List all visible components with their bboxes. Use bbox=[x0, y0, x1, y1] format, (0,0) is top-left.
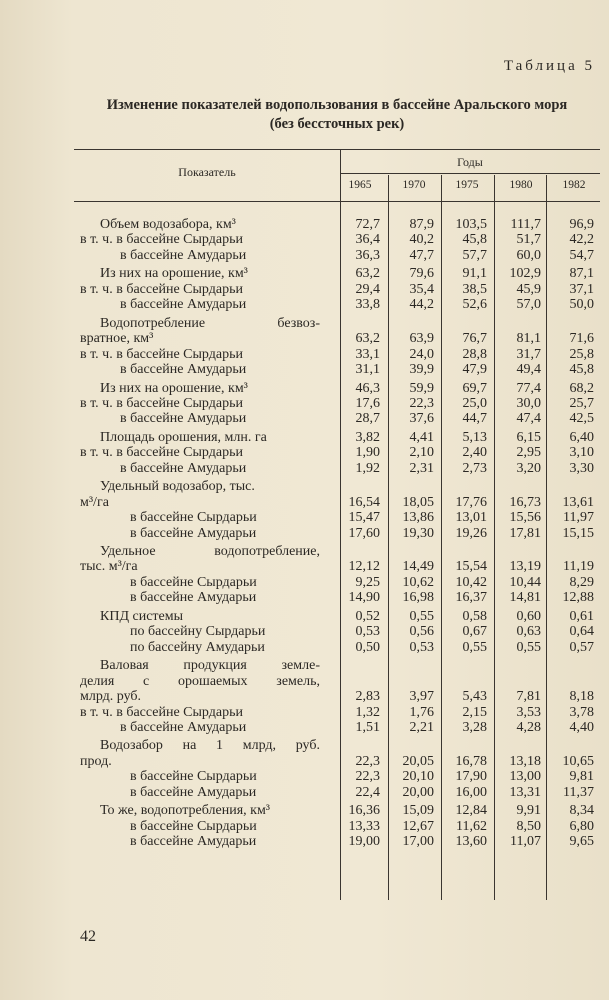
title-line-1: Изменение показателей водопользования в бассейне Аральского моря bbox=[106, 97, 568, 113]
row-label: в бассейне Амударьи bbox=[130, 834, 257, 850]
cell-1982: 6,80 bbox=[569, 818, 594, 834]
cell-1980: 13,18 bbox=[509, 753, 541, 769]
row-label: в т. ч. в бассейне Сырдарьи bbox=[80, 395, 243, 411]
column-divider bbox=[546, 175, 547, 900]
cell-1970: 19,30 bbox=[402, 525, 434, 541]
cell-1982: 87,1 bbox=[569, 266, 594, 282]
cell-1980: 16,73 bbox=[509, 494, 541, 510]
cell-1965: 22,4 bbox=[355, 784, 380, 800]
cell-1980: 17,81 bbox=[509, 525, 541, 541]
cell-1982: 0,64 bbox=[569, 624, 594, 640]
cell-1982: 9,81 bbox=[569, 769, 594, 785]
cell-1970: 40,2 bbox=[409, 232, 434, 248]
cell-1975: 11,62 bbox=[456, 818, 487, 834]
row-label: в бассейне Сырдарьи bbox=[130, 769, 257, 785]
cell-1970: 20,05 bbox=[402, 753, 434, 769]
cell-1965: 36,4 bbox=[355, 232, 380, 248]
cell-1965: 28,7 bbox=[355, 411, 380, 427]
row-label: вратное, км³ bbox=[80, 331, 154, 347]
cell-1982: 11,97 bbox=[563, 510, 594, 526]
row-label: в бассейне Сырдарьи bbox=[130, 818, 257, 834]
cell-1975: 2,40 bbox=[462, 445, 487, 461]
cell-1975: 69,7 bbox=[462, 380, 487, 396]
cell-1980: 30,0 bbox=[516, 395, 541, 411]
cell-1965: 17,6 bbox=[355, 395, 380, 411]
row-label: в бассейне Амударьи bbox=[120, 297, 247, 313]
cell-1965: 16,36 bbox=[348, 803, 380, 819]
cell-1965: 1,51 bbox=[355, 719, 380, 735]
row-label: в бассейне Амударьи bbox=[120, 411, 247, 427]
row-label: в бассейне Сырдарьи bbox=[130, 510, 257, 526]
cell-1970: 63,9 bbox=[409, 331, 434, 347]
cell-1980: 9,91 bbox=[516, 803, 541, 819]
cell-1975: 5,13 bbox=[462, 429, 487, 445]
cell-1970: 87,9 bbox=[409, 217, 434, 232]
cell-1975: 16,37 bbox=[455, 590, 487, 606]
cell-1970: 44,2 bbox=[409, 297, 434, 313]
cell-1975: 17,90 bbox=[455, 769, 487, 785]
cell-1980: 45,9 bbox=[516, 281, 541, 297]
cell-1970: 0,53 bbox=[409, 639, 434, 655]
cell-1980: 81,1 bbox=[516, 331, 541, 347]
row-label: Из них на орошение, км³ bbox=[100, 380, 248, 396]
cell-1982: 0,57 bbox=[569, 639, 594, 655]
cell-1965: 12,12 bbox=[348, 559, 380, 575]
cell-1970: 59,9 bbox=[409, 380, 434, 396]
row-label: в бассейне Амударьи bbox=[130, 784, 257, 800]
cell-1970: 35,4 bbox=[409, 281, 434, 297]
cell-1980: 13,00 bbox=[509, 769, 541, 785]
cell-1980: 102,9 bbox=[509, 266, 541, 282]
column-divider bbox=[441, 175, 442, 900]
row-label: делия с орошаемых земель, bbox=[80, 673, 320, 689]
cell-1982: 8,18 bbox=[569, 689, 594, 705]
cell-1965: 22,3 bbox=[355, 769, 380, 785]
header-indicator: Показатель bbox=[178, 165, 236, 179]
cell-1980: 2,95 bbox=[516, 445, 541, 461]
cell-1970: 17,00 bbox=[402, 834, 434, 850]
cell-1975: 3,28 bbox=[462, 719, 487, 735]
row-label: в т. ч. в бассейне Сырдарьи bbox=[80, 346, 243, 362]
cell-1975: 57,7 bbox=[462, 247, 487, 263]
cell-1965: 63,2 bbox=[355, 331, 380, 347]
year-header-1965: 1965 bbox=[348, 179, 372, 191]
row-label: млрд. руб. bbox=[80, 689, 142, 705]
cell-1965: 22,3 bbox=[355, 753, 380, 769]
cell-1982: 25,7 bbox=[569, 395, 594, 411]
cell-1965: 0,50 bbox=[355, 639, 380, 655]
cell-1982: 11,37 bbox=[563, 784, 594, 800]
cell-1980: 57,0 bbox=[516, 297, 541, 313]
cell-1982: 15,15 bbox=[562, 525, 594, 541]
cell-1975: 91,1 bbox=[462, 266, 487, 282]
row-label: КПД системы bbox=[100, 608, 184, 624]
cell-1982: 9,65 bbox=[569, 834, 594, 850]
row-label: в бассейне Сырдарьи bbox=[130, 574, 257, 590]
cell-1980: 4,28 bbox=[516, 719, 541, 735]
column-divider bbox=[388, 175, 389, 900]
row-label: прод. bbox=[80, 753, 112, 769]
cell-1970: 10,62 bbox=[402, 574, 434, 590]
cell-1982: 42,5 bbox=[569, 411, 594, 427]
cell-1975: 0,55 bbox=[462, 639, 487, 655]
cell-1970: 1,76 bbox=[409, 704, 434, 720]
cell-1965: 0,52 bbox=[355, 608, 380, 624]
row-label: То же, водопотребления, км³ bbox=[100, 803, 271, 819]
cell-1980: 3,20 bbox=[516, 460, 541, 476]
cell-1965: 72,7 bbox=[355, 217, 380, 232]
cell-1965: 46,3 bbox=[355, 380, 380, 396]
row-label: Удельный водозабор, тыс. bbox=[100, 479, 255, 495]
cell-1982: 8,29 bbox=[569, 574, 594, 590]
row-label: Валовая продукция земле- bbox=[100, 658, 320, 674]
cell-1970: 2,31 bbox=[409, 460, 434, 476]
cell-1975: 0,67 bbox=[462, 624, 487, 640]
row-label: в бассейне Амударьи bbox=[120, 719, 247, 735]
cell-1965: 3,82 bbox=[355, 429, 380, 445]
cell-1970: 14,49 bbox=[402, 559, 434, 575]
cell-1982: 4,40 bbox=[569, 719, 594, 735]
cell-1970: 20,00 bbox=[402, 784, 434, 800]
cell-1980: 13,31 bbox=[509, 784, 541, 800]
cell-1965: 31,1 bbox=[355, 362, 380, 378]
cell-1980: 49,4 bbox=[516, 362, 541, 378]
header-bottom-rule bbox=[74, 201, 600, 202]
cell-1970: 15,09 bbox=[402, 803, 434, 819]
cell-1982: 54,7 bbox=[569, 247, 594, 263]
cell-1980: 51,7 bbox=[516, 232, 541, 248]
cell-1980: 10,44 bbox=[509, 574, 541, 590]
cell-1970: 2,21 bbox=[409, 719, 434, 735]
cell-1970: 0,55 bbox=[409, 608, 434, 624]
cell-1980: 13,19 bbox=[509, 559, 541, 575]
cell-1980: 11,07 bbox=[510, 834, 541, 850]
row-label: м³/га bbox=[80, 494, 109, 510]
cell-1980: 31,7 bbox=[516, 346, 541, 362]
cell-1965: 33,8 bbox=[355, 297, 380, 313]
cell-1975: 47,9 bbox=[462, 362, 487, 378]
cell-1982: 45,8 bbox=[569, 362, 594, 378]
row-label: в бассейне Амударьи bbox=[130, 590, 257, 606]
cell-1970: 24,0 bbox=[409, 346, 434, 362]
cell-1970: 18,05 bbox=[402, 494, 434, 510]
cell-1980: 0,55 bbox=[516, 639, 541, 655]
row-label: тыс. м³/га bbox=[80, 559, 138, 575]
row-label: Водозабор на 1 млрд, руб. bbox=[100, 738, 320, 754]
cell-1982: 6,40 bbox=[569, 429, 594, 445]
cell-1975: 103,5 bbox=[455, 217, 487, 232]
cell-1965: 36,3 bbox=[355, 247, 380, 263]
cell-1982: 13,61 bbox=[562, 494, 594, 510]
cell-1982: 3,10 bbox=[569, 445, 594, 461]
year-header-1970: 1970 bbox=[402, 179, 426, 191]
table-number: Таблица 5 bbox=[503, 58, 595, 74]
cell-1980: 14,81 bbox=[509, 590, 541, 606]
row-label: в т. ч. в бассейне Сырдарьи bbox=[80, 704, 243, 720]
page-number: 42 bbox=[80, 928, 96, 945]
cell-1980: 8,50 bbox=[516, 818, 541, 834]
cell-1980: 15,56 bbox=[509, 510, 541, 526]
cell-1970: 4,41 bbox=[409, 429, 434, 445]
column-divider bbox=[494, 175, 495, 900]
cell-1975: 2,15 bbox=[462, 704, 487, 720]
cell-1970: 20,10 bbox=[402, 769, 434, 785]
row-label: по бассейну Амударьи bbox=[130, 639, 265, 655]
cell-1970: 0,56 bbox=[409, 624, 434, 640]
cell-1982: 0,61 bbox=[569, 608, 594, 624]
cell-1965: 19,00 bbox=[348, 834, 380, 850]
cell-1982: 68,2 bbox=[569, 380, 594, 396]
cell-1970: 2,10 bbox=[409, 445, 434, 461]
cell-1965: 1,32 bbox=[355, 704, 380, 720]
cell-1982: 3,78 bbox=[569, 704, 594, 720]
cell-1975: 0,58 bbox=[462, 608, 487, 624]
cell-1975: 38,5 bbox=[462, 281, 487, 297]
cell-1970: 13,86 bbox=[402, 510, 434, 526]
row-label: Водопотребление безвоз- bbox=[100, 315, 320, 331]
cell-1975: 16,78 bbox=[455, 753, 487, 769]
cell-1982: 11,19 bbox=[563, 559, 594, 575]
cell-1970: 79,6 bbox=[409, 266, 434, 282]
cell-1982: 25,8 bbox=[569, 346, 594, 362]
row-label: в т. ч. в бассейне Сырдарьи bbox=[80, 445, 243, 461]
cell-1982: 10,65 bbox=[562, 753, 594, 769]
cell-1965: 15,47 bbox=[348, 510, 380, 526]
cell-1965: 9,25 bbox=[355, 574, 380, 590]
row-label: в бассейне Амударьи bbox=[120, 460, 247, 476]
cell-1975: 17,76 bbox=[455, 494, 487, 510]
cell-1965: 17,60 bbox=[348, 525, 380, 541]
cell-1982: 37,1 bbox=[569, 281, 594, 297]
cell-1982: 71,6 bbox=[569, 331, 594, 347]
cell-1965: 33,1 bbox=[355, 346, 380, 362]
cell-1970: 12,67 bbox=[402, 818, 434, 834]
cell-1975: 10,42 bbox=[455, 574, 487, 590]
year-header-1975: 1975 bbox=[455, 179, 479, 191]
row-label: в бассейне Амударьи bbox=[120, 247, 247, 263]
cell-1975: 2,73 bbox=[462, 460, 487, 476]
year-header-1980: 1980 bbox=[509, 179, 533, 191]
cell-1975: 45,8 bbox=[462, 232, 487, 248]
cell-1975: 13,01 bbox=[455, 510, 487, 526]
row-label: по бассейну Сырдарьи bbox=[130, 624, 266, 640]
cell-1970: 22,3 bbox=[409, 395, 434, 411]
cell-1975: 5,43 bbox=[462, 689, 487, 705]
cell-1975: 52,6 bbox=[462, 297, 487, 313]
cell-1975: 16,00 bbox=[455, 784, 487, 800]
year-header-1982: 1982 bbox=[562, 179, 586, 191]
cell-1975: 13,60 bbox=[455, 834, 487, 850]
row-label: в т. ч. в бассейне Сырдарьи bbox=[80, 232, 243, 248]
row-label: Площадь орошения, млн. га bbox=[100, 429, 267, 445]
cell-1970: 39,9 bbox=[409, 362, 434, 378]
title-line-2: (без бессточных рек) bbox=[269, 116, 405, 132]
cell-1965: 13,33 bbox=[348, 818, 380, 834]
cell-1980: 6,15 bbox=[516, 429, 541, 445]
header-years: Годы bbox=[457, 155, 483, 169]
row-label: в т. ч. в бассейне Сырдарьи bbox=[80, 281, 243, 297]
cell-1975: 19,26 bbox=[455, 525, 487, 541]
table-top-rule bbox=[74, 149, 600, 150]
cell-1965: 2,83 bbox=[355, 689, 380, 705]
row-label: Удельное водопотребление, bbox=[100, 544, 320, 559]
cell-1965: 29,4 bbox=[355, 281, 380, 297]
cell-1980: 77,4 bbox=[516, 380, 541, 396]
cell-1965: 63,2 bbox=[355, 266, 380, 282]
cell-1975: 12,84 bbox=[455, 803, 487, 819]
cell-1965: 16,54 bbox=[348, 494, 380, 510]
cell-1980: 3,53 bbox=[516, 704, 541, 720]
cell-1970: 16,98 bbox=[402, 590, 434, 606]
cell-1970: 37,6 bbox=[409, 411, 434, 427]
cell-1965: 14,90 bbox=[348, 590, 380, 606]
row-label: Объем водозабора, км³ bbox=[100, 217, 236, 232]
cell-1970: 3,97 bbox=[409, 689, 434, 705]
cell-1980: 0,60 bbox=[516, 608, 541, 624]
cell-1980: 7,81 bbox=[516, 689, 541, 705]
cell-1980: 47,4 bbox=[516, 411, 541, 427]
cell-1975: 44,7 bbox=[462, 411, 487, 427]
cell-1982: 96,9 bbox=[569, 217, 594, 232]
cell-1965: 1,92 bbox=[355, 460, 380, 476]
cell-1982: 42,2 bbox=[569, 232, 594, 248]
cell-1965: 0,53 bbox=[355, 624, 380, 640]
cell-1982: 3,30 bbox=[569, 460, 594, 476]
cell-1975: 28,8 bbox=[462, 346, 487, 362]
cell-1970: 47,7 bbox=[409, 247, 434, 263]
cell-1982: 8,34 bbox=[569, 803, 594, 819]
table-title bbox=[72, 96, 602, 134]
cell-1975: 25,0 bbox=[462, 395, 487, 411]
cell-1980: 0,63 bbox=[516, 624, 541, 640]
cell-1975: 76,7 bbox=[462, 331, 487, 347]
cell-1980: 60,0 bbox=[516, 247, 541, 263]
years-rule bbox=[340, 173, 600, 174]
cell-1965: 1,90 bbox=[355, 445, 380, 461]
row-label: в бассейне Амударьи bbox=[120, 362, 247, 378]
cell-1980: 111,7 bbox=[510, 217, 541, 232]
cell-1975: 15,54 bbox=[455, 559, 487, 575]
row-label: Из них на орошение, км³ bbox=[100, 266, 248, 282]
row-label: в бассейне Амударьи bbox=[130, 525, 257, 541]
cell-1982: 50,0 bbox=[569, 297, 594, 313]
cell-1982: 12,88 bbox=[562, 590, 594, 606]
